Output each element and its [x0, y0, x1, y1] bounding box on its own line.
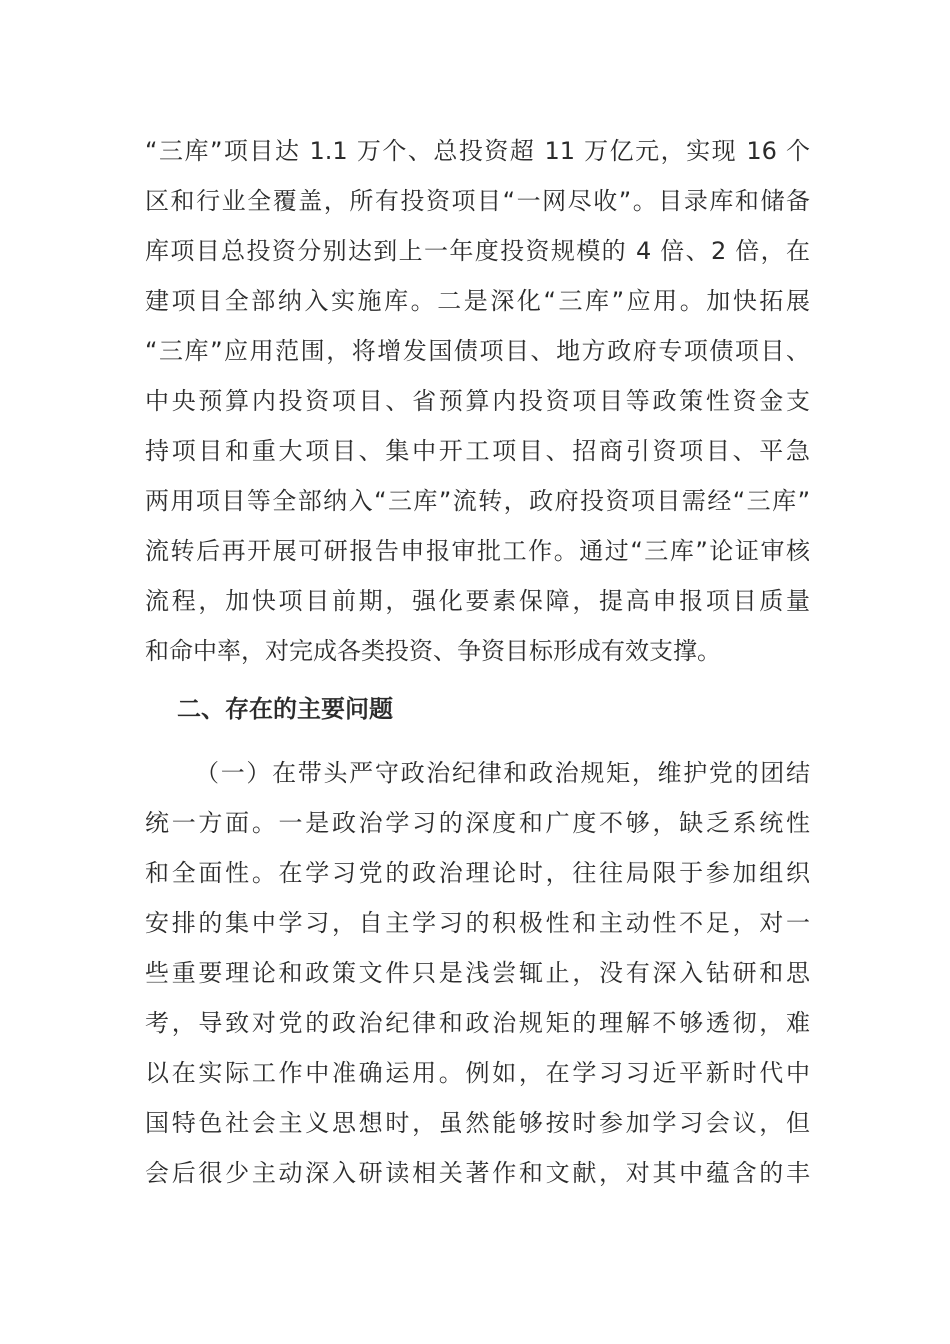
paragraph-2-line: （一）在带头严守政治纪律和政治规矩，维护党的团结 [195, 759, 810, 787]
paragraph-2-line: 以在实际工作中准确运用。例如，在学习习近平新时代中 [145, 1059, 810, 1087]
paragraph-1-line: 两用项目等全部纳入“三库”流转，政府投资项目需经“三库” [145, 487, 810, 515]
paragraph-1-line: 区和行业全覆盖，所有投资项目“一网尽收”。目录库和储备 [145, 187, 810, 215]
paragraph-2-line: 些重要理论和政策文件只是浅尝辄止，没有深入钻研和思 [145, 959, 810, 987]
paragraph-2-line: 会后很少主动深入研读相关著作和文献，对其中蕴含的丰 [145, 1159, 810, 1187]
paragraph-1-line: 中央预算内投资项目、省预算内投资项目等政策性资金支 [145, 387, 810, 415]
paragraph-1-line: 流转后再开展可研报告申报审批工作。通过“三库”论证审核 [145, 537, 810, 565]
paragraph-2-line: 和全面性。在学习党的政治理论时，往往局限于参加组织 [145, 859, 810, 887]
paragraph-1-line: 流程，加快项目前期，强化要素保障，提高申报项目质量 [145, 587, 810, 615]
section-heading: 二、存在的主要问题 [177, 695, 393, 723]
paragraph-2-line: 国特色社会主义思想时，虽然能够按时参加学习会议，但 [145, 1109, 810, 1137]
paragraph-2-line: 安排的集中学习，自主学习的积极性和主动性不足，对一 [145, 909, 810, 937]
paragraph-2-line: 考，导致对党的政治纪律和政治规矩的理解不够透彻，难 [145, 1009, 810, 1037]
paragraph-1-line: 持项目和重大项目、集中开工项目、招商引资项目、平急 [145, 437, 810, 465]
paragraph-2-line: 统一方面。一是政治学习的深度和广度不够，缺乏系统性 [145, 809, 810, 837]
paragraph-1-line: “三库”项目达 1.1 万个、总投资超 11 万亿元，实现 16 个 [145, 137, 810, 165]
paragraph-1-line: “三库”应用范围，将增发国债项目、地方政府专项债项目、 [145, 337, 810, 365]
paragraph-1-line: 和命中率，对完成各类投资、争资目标形成有效支撑。 [145, 637, 721, 665]
paragraph-1-line: 库项目总投资分别达到上一年度投资规模的 4 倍、2 倍，在 [145, 237, 810, 265]
paragraph-1-line: 建项目全部纳入实施库。二是深化“三库”应用。加快拓展 [145, 287, 810, 315]
